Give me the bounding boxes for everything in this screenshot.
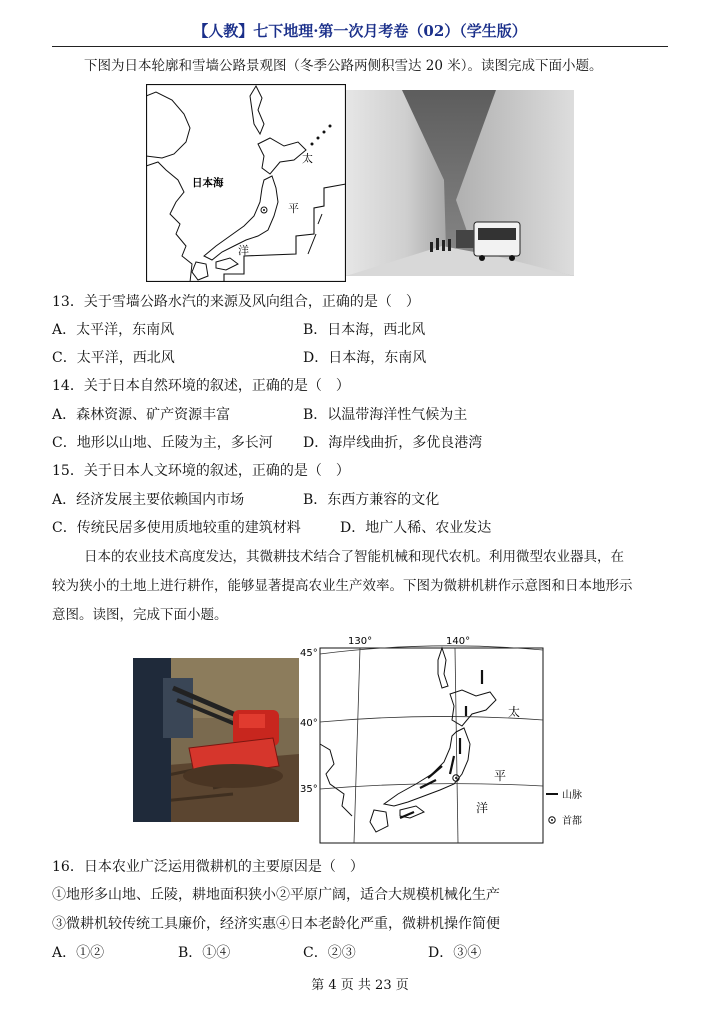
legend-capital-label: 首都	[562, 816, 582, 827]
question-16-option-d[interactable]: D．③④	[428, 945, 482, 961]
map2-latitude-40: 40°	[300, 718, 318, 729]
question-13-option-c[interactable]: C．太平洋，西北风	[52, 350, 175, 366]
question-14-option-b[interactable]: B．以温带海洋性气候为主	[303, 407, 468, 423]
legend-mountain-label: 山脉	[562, 790, 582, 801]
document-header-title: 【人教】七下地理·第一次月考卷（02）（学生版）	[193, 22, 527, 40]
map1-ocean-label-2: 平	[288, 202, 299, 215]
map1-sea-label: 日本海	[192, 177, 224, 189]
map2-latitude-35: 35°	[300, 784, 318, 795]
question-15-option-c[interactable]: C．传统民居多使用质地较重的建筑材料	[52, 520, 301, 536]
map1-ocean-label-1: 太	[302, 152, 313, 165]
intro-paragraph-2-line-2: 较为狭小的土地上进行耕作，能够显著提高农业生产效率。下图为微耕机耕作示意图和日本地形示	[52, 578, 633, 594]
map2-ocean-label-3: 洋	[476, 801, 489, 815]
japan-outline-map	[146, 84, 346, 282]
question-14-stem: 14．关于日本自然环境的叙述，正确的是（ ）	[52, 378, 350, 394]
question-16-option-a[interactable]: A．①②	[52, 945, 105, 961]
intro-paragraph-1: 下图为日本轮廓和雪墙公路景观图（冬季公路两侧积雪达 20 米）。读图完成下面小题。	[84, 58, 603, 74]
question-14-option-d[interactable]: D．海岸线曲折，多优良港湾	[303, 435, 483, 451]
micro-tiller-photo	[133, 658, 299, 822]
question-16-statements-3-4: ③微耕机较传统工具廉价，经济实惠④日本老龄化严重，微耕机操作简便	[52, 916, 500, 932]
map2-ocean-label-1: 太	[508, 705, 521, 719]
question-13-option-d[interactable]: D．日本海，东南风	[303, 350, 427, 366]
question-15-option-a[interactable]: A．经济发展主要依赖国内市场	[52, 492, 245, 508]
question-16-option-c[interactable]: C．②③	[303, 945, 356, 961]
intro-paragraph-2-line-3: 意图。读图，完成下面小题。	[52, 607, 228, 623]
question-14-option-c[interactable]: C．地形以山地、丘陵为主，多长河	[52, 435, 273, 451]
question-13-option-b[interactable]: B．日本海，西北风	[303, 322, 426, 338]
intro-paragraph-2-line-1: 日本的农业技术高度发达，其微耕技术结合了智能机械和现代农机。利用微型农业器具，在	[84, 549, 624, 565]
map2-latitude-45: 45°	[300, 648, 318, 659]
question-15-stem: 15．关于日本人文环境的叙述，正确的是（ ）	[52, 463, 350, 479]
question-13-option-a[interactable]: A．太平洋，东南风	[52, 322, 175, 338]
question-13-stem: 13．关于雪墙公路水汽的来源及风向组合，正确的是（ ）	[52, 294, 420, 310]
snow-wall-road-photo	[346, 90, 574, 276]
question-16-stem: 16．日本农业广泛运用微耕机的主要原因是（ ）	[52, 859, 364, 875]
map1-ocean-label-3: 洋	[238, 244, 249, 257]
question-14-option-a[interactable]: A．森林资源、矿产资源丰富	[52, 407, 231, 423]
question-16-option-b[interactable]: B．①④	[178, 945, 231, 961]
question-16-statements-1-2: ①地形多山地、丘陵，耕地面积狭小②平原广阔，适合大规模机械化生产	[52, 887, 500, 903]
page-number-footer: 第 4 页 共 23 页	[311, 978, 409, 993]
question-15-option-d[interactable]: D．地广人稀、农业发达	[340, 520, 492, 536]
header-divider	[52, 46, 668, 47]
question-15-option-b[interactable]: B．东西方兼容的文化	[303, 492, 440, 508]
map2-ocean-label-2: 平	[494, 769, 507, 783]
map2-longitude-140: 140°	[446, 636, 471, 647]
map2-longitude-130: 130°	[348, 636, 373, 647]
japan-terrain-map	[300, 634, 600, 850]
